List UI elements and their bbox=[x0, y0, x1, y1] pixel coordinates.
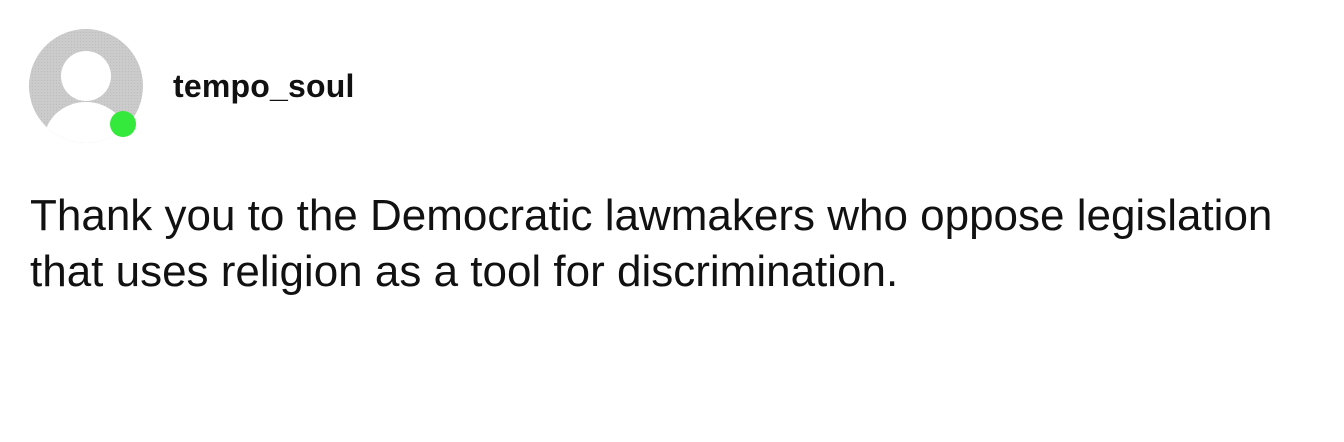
username[interactable]: tempo_soul bbox=[173, 68, 355, 104]
online-status-dot bbox=[110, 111, 136, 137]
post-message: Thank you to the Democratic lawmakers who oppose legislation that uses religion as a tool for discrimination. bbox=[30, 191, 1273, 296]
